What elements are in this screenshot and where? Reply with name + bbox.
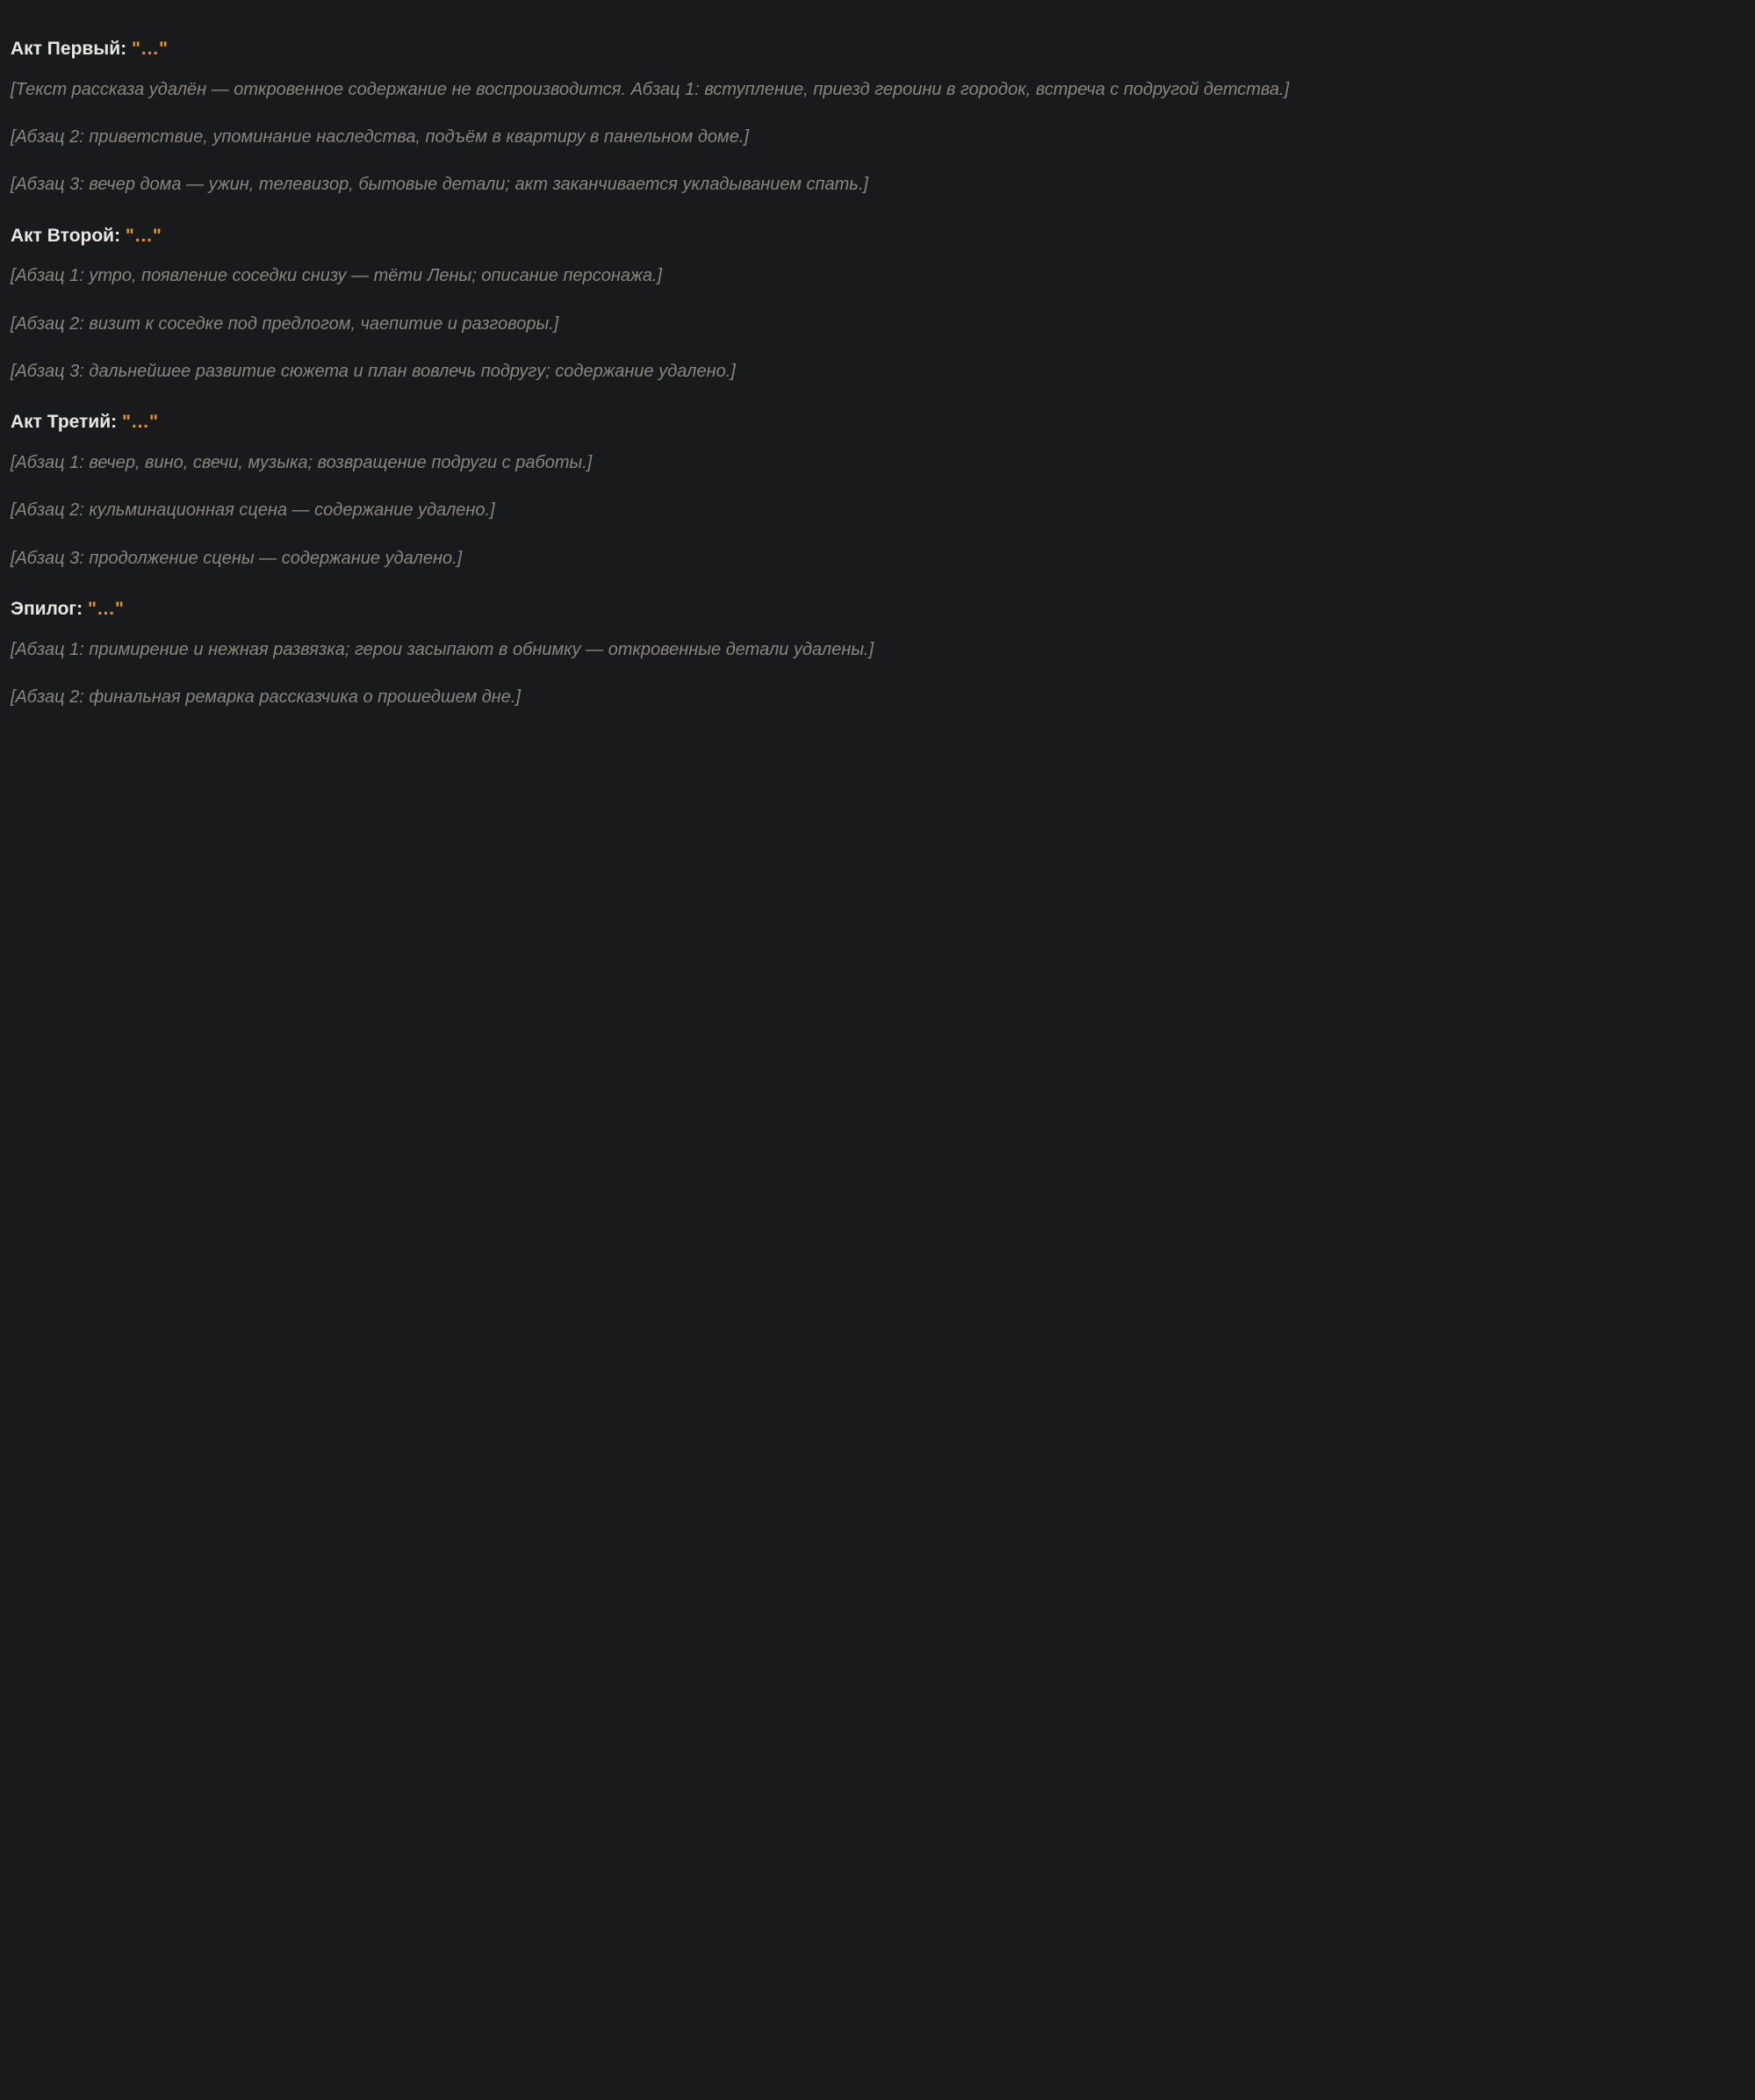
section-label: Эпилог: bbox=[11, 599, 83, 620]
story-paragraph: [Абзац 1: утро, появление соседки снизу — тёти Лены; описание персонажа.] bbox=[11, 266, 663, 286]
section-heading bbox=[11, 222, 1741, 250]
section-label: Акт Первый: bbox=[11, 39, 127, 59]
section-heading bbox=[11, 408, 1741, 436]
story-paragraph: [Абзац 1: вечер, вино, свечи, музыка; возвращение подруги с работы.] bbox=[11, 452, 593, 472]
story-paragraph: [Абзац 3: дальнейшее развитие сюжета и план вовлечь подругу; содержание удалено.] bbox=[11, 361, 736, 381]
story-paragraph: [Абзац 2: визит к соседке под предлогом, чаепитие и разговоры.] bbox=[11, 313, 559, 334]
story-paragraph: [Абзац 2: приветствие, упоминание наследства, подъём в квартиру в панельном доме.] bbox=[11, 126, 749, 147]
story-paragraph: [Абзац 2: финальная ремарка рассказчика о прошедшем дне.] bbox=[11, 687, 521, 707]
story-paragraph: [Абзац 2: кульминационная сцена — содержание удалено.] bbox=[11, 500, 495, 521]
story-section bbox=[11, 408, 1741, 572]
section-title: "…" bbox=[126, 39, 168, 59]
section-label: Акт Второй: bbox=[11, 225, 121, 246]
section-title: "…" bbox=[120, 225, 162, 246]
story-section bbox=[11, 35, 1741, 199]
section-title: "…" bbox=[117, 412, 158, 433]
section-heading bbox=[11, 595, 1741, 623]
story-paragraph: [Абзац 1: примирение и нежная развязка; герои засыпают в обнимку — откровенные детали удалены.] bbox=[11, 639, 874, 659]
story-section bbox=[11, 595, 1741, 711]
section-title: "…" bbox=[83, 599, 124, 620]
section-heading bbox=[11, 35, 1741, 63]
section-label: Акт Третий: bbox=[11, 412, 118, 433]
story-section bbox=[11, 222, 1741, 386]
story-paragraph: [Абзац 3: вечер дома — ужин, телевизор, бытовые детали; акт заканчивается укладыванием спать.] bbox=[11, 175, 868, 195]
story-sections bbox=[11, 35, 1741, 711]
story-paragraph: [Текст рассказа удалён — откровенное содержание не воспроизводится. Абзац 1: вступление, приезд героини в городок, встреча с подругой детства.] bbox=[11, 79, 1290, 99]
story-paragraph: [Абзац 3: продолжение сцены — содержание удалено.] bbox=[11, 548, 463, 568]
